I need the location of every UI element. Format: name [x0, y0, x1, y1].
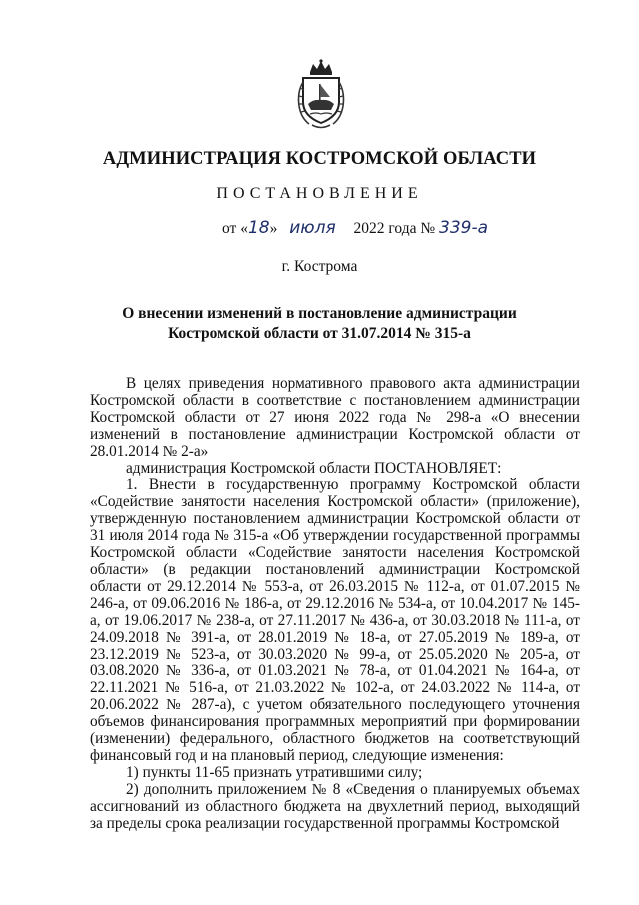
document-date-line	[222, 218, 488, 238]
paragraph-preamble: В целях приведения нормативного правового акта администрации Костромской области в соответствие с постановлением администрации Костромской области от 27 июня 2022 года № 298-а «О внесении изменений в постановление администрации Костромской области от 28.01.2014 № 2-а»	[90, 375, 580, 460]
coat-of-arms-emblem	[296, 58, 346, 134]
handwritten-day: 18	[247, 218, 270, 238]
title-line-1: О внесении изменений в постановление администрации	[122, 305, 517, 322]
document-title	[60, 304, 579, 344]
organization-name: АДМИНИСТРАЦИЯ КОСТРОМСКОЙ ОБЛАСТИ	[102, 149, 537, 169]
paragraph-resolves: администрация Костромской области ПОСТАНОВЛЯЕТ:	[126, 459, 502, 477]
paragraph-item-1: 1. Внести в государственную программу Костромской области «Содействие занятости населения Костромской области» (приложение), утвержденную постановлением администрации Костромской области от 31 июля 2014 года № 315-а «Об утверждении государственной программы Костромской области «Содействие занятости населения Костромской области» (в редакции постановлений администрации Костромской области от 29.12.2014 № 553-а, от 26.03.2015 № 112-а, от 01.07.2015 № 246-а, от 09.06.2016 № 186-а, от 29.12.2016 № 534-а, от 10.04.2017 № 145-а, от 19.06.2017 № 238-а, от 27.11.2017 № 436-а, от 30.03.2018 № 111-а, от 24.09.2018 № 391-а, от 28.01.2019 № 18-а, от 27.05.2019 № 189-а, от 23.12.2019 № 523-а, от 30.03.2020 № 99-а, от 25.05.2020 № 205-а, от 03.08.2020 № 336-а, от 01.03.2021 № 78-а, от 01.04.2021 № 164-а, от 22.11.2021 № 516-а, от 21.03.2022 № 102-а, от 24.03.2022 № 114-а, от 20.06.2022 № 287-а), с учетом обязательного последующего уточнения объемов финансирования программных мероприятий при формировании (изменении) федерального, областного бюджетов на соответствующий финансовый год и на плановый период, следующие изменения:	[90, 476, 580, 764]
document-type: ПОСТАНОВЛЕНИЕ	[216, 185, 423, 202]
date-prefix: от «	[222, 220, 248, 237]
paragraph-subitem-2: 2) дополнить приложением № 8 «Сведения о планируемых объемах ассигнований из областного бюджета на двухлетний период, выходящий за пределы срока реализации государственной программы Костромской	[90, 780, 580, 832]
paragraph-subitem-1: 1) пункты 11-65 признать утратившими силу;	[126, 763, 423, 781]
handwritten-month: июля	[289, 218, 336, 238]
title-line-2: Костромской области от 31.07.2014 № 315-а	[168, 325, 471, 342]
date-day-suffix: »	[269, 220, 278, 237]
handwritten-document-number: 339-а	[439, 218, 489, 238]
city: г. Кострома	[281, 258, 358, 275]
document-body	[90, 376, 580, 832]
date-year-number-label: 2022 года №	[353, 220, 436, 237]
